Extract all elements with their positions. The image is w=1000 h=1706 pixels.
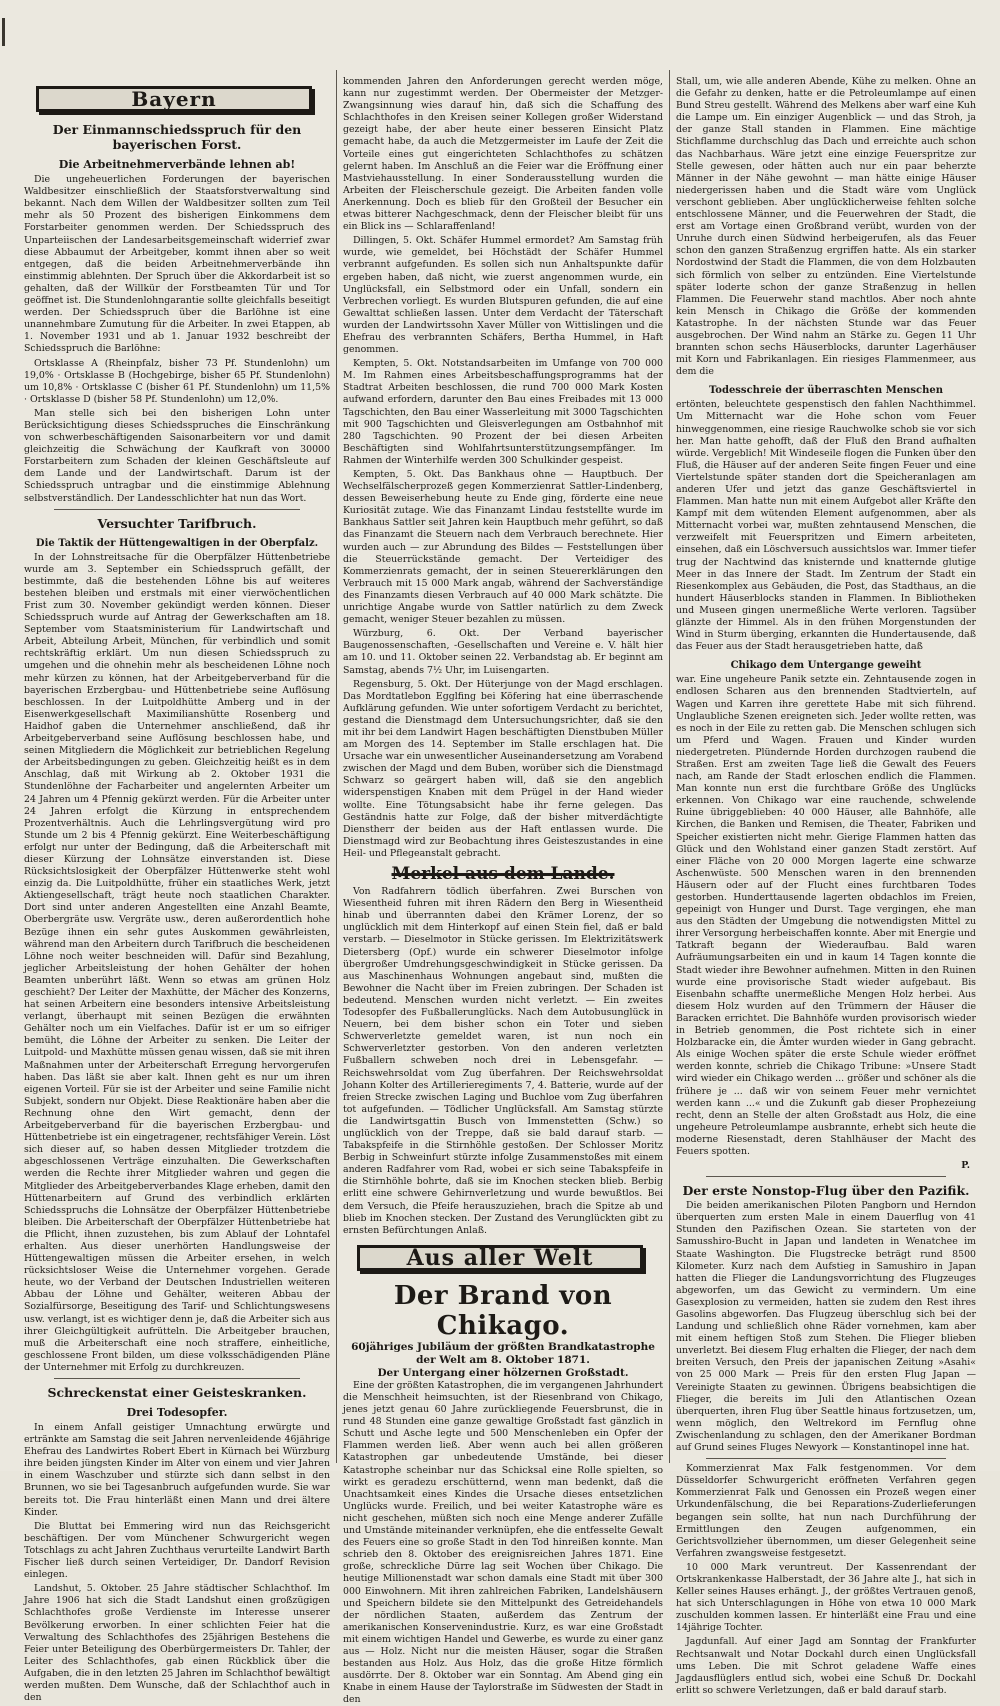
article-text: ertönten, beleuchtete gespenstisch den fahlen Nachthimmel. Um Mitternacht war die Hohe schon vom Feuer hinweggenommen, eine riesige Rauchwolke schob sie vor sich her. Man hatte gehofft, daß der Fluß den Brand aufhalten würde. Vergeblich! Mit Windeseile flogen die Funken über den Fluß, die Häuser auf der anderen Seite fingen Feuer und eine Viertelstunde später standen dort die Speicheranlagen am anderen Ufer und jetzt das ganze Geschäftsviertel in Flammen. Man hatte nun mit einem Aufgebot aller Kräfte den Kampf mit dem wütenden Element aufgenommen, aber als Mitternacht vorbei war, mußten zehntausend Menschen, die verzweifelt mit Feuerspritzen und Eimern arbeiteten, einsehen, daß ein Löschversuch aussichtslos war. Immer tiefer trug der Nachtwind das knisternde und knatternde glutige Meer in das Innere der Stadt. Im Zentrum der Stadt ein Riesenkomplex aus Gebäuden, die Post, das Stadthaus, an die hundert Häuserblocks standen in Flammen. In Bibliotheken und Museen gingen unermeßliche Werte verloren. Tagsüber glänzte der Himmel. Als in den frühen Morgenstunden der Wind in Sturm überging, erkannten die Hundertausende, daß das Feuer aus der Stadt herausgetrieben hatte, daß [676, 399, 976, 653]
article-text: Eine der größten Katastrophen, die im vergangenen Jahrhundert die Menschheit heimsuchten, ist der Riesenbrand von Chikago, jenes jetzt genau 60 Jahre zurückliegende Feuersbrunst, die in rund 48 Stunden eine ganze gewaltige Großstadt fast gänzlich in Schutt und Asche legte und 500 Menschenleben ein Opfer der Flammen werden ließ. Aber wenn auch bei allen größeren Katastrophen gar unbedeutende Umstände, bei dieser Katastrophe scheinbar nur das Schicksal eine Rolle spielten, so wirkt es geradezu erschütternd, wenn man bedenkt, daß die Unachtsamkeit eines Kindes die Ursache dieses entsetzlichen Unglücks wurde. Freilich, und bei weiter Katastrophe wäre es nicht geschehen, müßten sich noch eine Menge anderer Zufälle und Umstände miteinander verknüpfen, ehe die entfesselte Gewalt des Feuers eine so große Stadt in den Tod hinreißen konnte. Man schrieb den 8. Oktober des ereignisreichen Jahres 1871. Eine große, schreckliche Dürre lag seit Wochen über Chikago. Die heutige Millionenstadt war schon damals eine Stadt mit über 300 000 Einwohnern. Mit ihren zahlreichen Fabriken, Landelshäusern und Speichern bildete sie den Mittelpunkt des Getreidehandels der nördlichen Staaten, außerdem das Zentrum der amerikanischen Konservenindustrie. Kurz, es war eine Großstadt mit einem wichtigen Handel und Gewerbe, es wurde zu einer ganz aus — Holz. Nicht nur die meisten Häuser, sogar die Straßen bestanden aus Holz. Aus Holz, das die große Hitze förmlich ausdörrte. Der 8. Oktober war ein Sonntag. Am Abend ging ein Knabe in einem Hause der Taylorstraße im Südwesten der Stadt in den [343, 1379, 663, 1706]
divider [706, 1458, 946, 1459]
article-text: Die Bluttat bei Emmering wird nun das Reichsgericht beschäftigen. Der vom Münchener Schwurgericht wegen Totschlags zu acht Jahren Zuchthaus verurteilte Landwirt Barth Fischer ließ durch seinen Verteidiger, Dr. Dandorf Revision einlegen. [24, 1520, 330, 1581]
article-title: Der Brand von Chikago. [393, 1280, 613, 1341]
article-text: Kommerzienrat Max Falk festgenommen. Vor dem Düsseldorfer Schwurgericht eröffneten Verfahren gegen Kommerzienrat Falk und Genossen ein Prozeß wegen einer Urkundenfälschung, die bei Reparations-Zuderlieferungen begangen sein sollte, hat nun nach Durchführung der Ermittlungen den Zeugen aufgenommen, ein Gerichtsvollzieher übernommen, um dieser Gelegenheit seine Verfahren zwangsweise festgesetzt. [676, 1463, 976, 1559]
divider [54, 509, 300, 510]
article-subtitle: Die Arbeitnehmerverbände lehnen ab! [58, 158, 296, 172]
article-text: In der Lohnstreitsache für die Oberpfälzer Hüttenbetriebe wurde am 3. September ein Schiedsspruch gefällt, der bestimmte, daß die bestehenden Löhne bis auf weiteres bestehen bleiben und erstmals mit einer vierwöchentlichen Frist zum 30. November gekündigt werden können. Dieser Schiedsspruch wurde auf Antrag der Gewerkschaften am 18. September vom Staatsministerium für Landwirtschaft und Arbeit, Abteilung Arbeit, München, für verbindlich und somit rechtskräftig erklärt. Um nun diesen Schiedsspruch zu umgehen und die ohnehin mehr als bescheidenen Löhne noch mehr kürzen zu können, hat der Arbeitgeberverband für die bayerischen Erzbergbau- und Hüttenbetriebe seine Auflösung beschlossen. In der Luitpoldhütte Amberg und in der Eisenwerkgesellschaft Maximilianshütte Rosenberg und Haidhof gaben die Unternehmer anschließend, daß ihr Arbeitgeberverband seine Auflösung beschlossen habe, und seinen Mitgliedern die Möglichkeit zur betrieblichen Regelung der Arbeitsbedingungen zu geben. Gleichzeitig heißt es in dem Anschlag, daß mit Wirkung ab 2. Oktober 1931 die Stundenlöhne der Facharbeiter und angelernten Arbeiter um 24 Jahren um 4 Pfennig gekürzt werden. Für die Arbeiter unter 24 Jahren erfolgt die Kürzung in entsprechendem Prozentverhältnis. Auch die Lehrlingsvergütung wird pro Stunde um 2 bis 4 Pfennig gekürzt. Eine Weiterbeschäftigung erfolgt nur unter der Bedingung, daß die Arbeiterschaft mit dieser Kürzung der Lohnsätze einverstanden ist. Diese Rücksichtslosigkeit der Oberpfälzer Hüttenwerke steht wohl einzig da. Die Luitpoldhütte, früher ein staatliches Werk, jetzt Aktiengesellschaft, trägt heute noch staatlichen Charakter. Dort sind unter anderen Angestellten eine Anzahl Beamte, Oberbergräte usw. Vergräte usw., deren außerordentlich hohe Bezüge ihnen ein sehr gutes Auskommen gewährleisten, während man den Arbeitern durch Tarifbruch die bescheidenen Löhne noch weiter beschneiden will. Dafür sind Bezahlung, jeglicher Arbeitsleistung der hohen Gehälter der hohen Beamten unberührt läßt. Wenn so etwas am grünen Holz geschieht? Der Leiter der Maxhütte, der Mächer des Konzerns, hat seinen Arbeitern eine besonders intensive Arbeitsleistung verlangt, überhaupt mit seinen Bezügen die erwähnten Gehälter noch um ein Vielfaches. Dafür ist er um so eifriger bemüht, die Löhne der Arbeiter zu senken. Die Leiter der Luitpold- und Maxhütte müssen genau wissen, daß sie mit ihren Maßnahmen unter der Arbeiterschaft Erregung hervorgerufen haben. Das läßt sie aber kalt. Ihnen geht es nur um ihren eigenen Vorteil. Für sie ist der Arbeiter und seine Familie nicht Subjekt, sondern nur Objekt. Diese Reaktionäre haben aber die Rechnung ohne den Wirt gemacht, denn der Arbeitgeberverband für die bayerischen Erzbergbau- und Hüttenbetriebe ist ein eingetragener, rechtsfähiger Verein. Löst sich dieser auf, so haben dessen Mitglieder trotzdem die abgeschlossenen Verträge einzuhalten. Die Gewerkschaften werden die Rechte ihrer Mitglieder wahren und gegen die Mitglieder des Arbeitgeberverbandes Klage erheben, damit den Hüttenarbeitern auf Grund des verbindlich erklärten Schiedsspruchs die Lohnsätze der Oberpfälzer Hüttenbetriebe bleiben. Die Arbeiterschaft der Oberpfälzer Hüttenbetriebe hat die Pflicht, ihnen zuzustehen, bis zum Ablauf der Lohntafel erhalten. Aus dieser unerhörten Handlungsweise der Hüttengewaltigen müssen die Arbeiter ersehen, in welch rücksichtsloser Weise die Unternehmer vorgehen. Gerade heute, wo der Verband der Deutschen Industriellen weiteren Abbau der Löhne und Gehälter, weiteren Abbau der Sozialfürsorge, Beseitigung des Tarif- und Schlichtungswesens usw. verlangt, ist es wichtiger denn je, daß die Arbeiter sich aus ihrer Gleichgültigkeit aufrütteln. Die Arbeitgeber brauchen, muß die Arbeiterschaft eine noch straffere, einheitliche, geschlossene Front bilden, um diese volksschädigenden Pläne der Unternehmer mit Erfolg zu durchkreuzen. [24, 551, 330, 1373]
article-text: 10 000 Mark veruntreut. Der Kassenrendant der Ortskrankenkasse Halberstadt, der 36 Jahre alte J., hat sich in Keller seines Hauses erhängt. J., der größtes Vertrauen genoß, hat sich Unterschlagungen in Höhe von etwa 10 000 Mark zuschulden kommen lassen. Er hinterläßt eine Frau und eine 14jährige Tochter. [676, 1561, 976, 1634]
article-text: Regensburg, 5. Okt. Der Hüterjunge von der Magd erschlagen. Das Mordtatlebon Egglfing bei Köfering hat eine überraschende Aufklärung gefunden. Wie unter sofortigem Verdacht zu berichtet, gestand die Dienstmagd dem Untersuchungsrichter, daß sie den mit ihr bei dem Landwirt Hagen beschäftigten Dienstbuben Müller am Morgen des 14. September im Stalle erschlagen hat. Die Ursache war ein unwesentlicher Auseinandersetzung am Vorabend zwischen der Magd und dem Buben, worüber sich die Dienstmagd Schwarz so geärgert haben will, daß sie den angeblich widerspenstigen Knaben mit dem Prügel in der Hand wieder wollte. Eine Tötungsabsicht habe ihr ferne gelegen. Das Geständnis hatte zur Folge, daß der bisher mitverdächtigte Dienstherr der beiden aus der Haft entlassen wurde. Die Dienstmagd wird zur Beobachtung ihres Geisteszustandes in eine Heil- und Pflegeanstalt gebracht. [343, 678, 664, 859]
article-text: war. Eine ungeheure Panik setzte ein. Zehntausende zogen in endlosen Scharen aus den brennenden Stadtvierteln, auf Wagen und Karren ihre gerettete Habe mit sich führend. Unglaubliche Szenen ereigneten sich. Jeder wollte retten, was es noch in der Eile zu retten gab. Die Menschen schlugen sich um Pferd und Wagen. Frauen und Kinder wurden niedergetreten. Plündernde Horden durchzogen raubend die Straßen. Erst am zweiten Tage ließ die Gewalt des Feuers nach, am Rande der Stadt erloschen endlich die Flammen. Man konnte nun erst die furchtbare Größe des Unglücks erkennen. Von Chikago war eine rauchende, schwelende Ruine übriggeblieben: 40 000 Häuser, alle Bahnhöfe, alle Kirchen, die Banken und Remisen, die Theater, Fabriken und Speicher existierten nicht mehr. Gierige Flammen hatten das Glück und den Wohlstand einer ganzen Stadt zerstört. Auf einer Fläche von 20 000 Morgen lagerte eine schwarze Aschenwüste. 500 Menschen waren in den brennenden Häusern oder auf der Flucht eines furchtbaren Todes gestorben. Hunderttausende lagerten obdachlos im Freien, gepeinigt von Hunger und Durst. Tage vergingen, ehe man aus den Städten der Umgebung die notwendigsten Mittel zu ihrer Versorgung herbeischaffen konnte. Aber mit Energie und Tatkraft begann der Wiederaufbau. Bald waren Aufräumungsarbeiten ein und in kaum 14 Tagen konnte die Stadt wieder ihre Bewohner aufnehmen. Mitten in den Ruinen wurde eine provisorische Stadt wieder aufgebaut. Bis Eisenbahn schaffte unermeßliche Mengen Holz herbei. Aus diesem Holz wurden auf den Trümmern der Häuser die Baracken errichtet. Die Bahnhöfe wurden provisorisch wieder in Betrieb genommen, die Post richtete sich in einer Holzbaracke ein, die Ämter wurden wieder in Gang gebracht. Als einige Wochen später die erste Schule wieder eröffnet werden konnte, schrieb die Chikago Tribune: »Unsere Stadt wird wieder ein Chikago werden ... größer und schöner als die frühere je ... daß wir von seinem Feuer mehr vernichtet werden kann ...« und die Zukunft gab dieser Prophezeiung recht, denn an Stelle der alten Großstadt aus Holz, die eine ungeheure Petroleumlampe ausbrannte, erhebt sich heute die moderne Riesenstadt, deren Stahlhäuser der Macht des Feuers spotten. [676, 674, 976, 1157]
article-subtitle: Drei Todesopfer. [126, 1406, 228, 1419]
article-text: Kempten, 5. Okt. Notstandsarbeiten im Umfange von 700 000 M. Im Rahmen eines Arbeitsbeschaffungsprogramms hat der Stadtrat Arbeiten beschlossen, die rund 700 000 Mark Kosten aufwand erfordern, darunter den Bau eines Freibades mit 13 000 Tagschichten, den Bau einer Wasserleitung mit 3000 Tagschichten mit 900 Tagschichten und Gleisverlegungen am Ostbahnhof mit 280 Tagschichten. 90 Prozent der bei diesen Arbeiten Beschäftigten sind Wohlfahrtsunterstützungsempfänger. Im Rahmen der Winterhilfe werden 300 Schulkinder gespeist. [343, 358, 663, 466]
column-rule-1 [336, 70, 337, 1463]
article-subhead: Todesschreie der überraschten Menschen [708, 385, 943, 397]
article-subtitle: Der Untergang einer hölzernen Großstadt. [377, 1366, 629, 1379]
article-text: Landshut, 5. Oktober. 25 Jahre städtischer Schlachthof. Im Jahre 1906 hat sich die Stadt Landshut einen großzügigen Schlachthofes große Verdienste im Interesse unserer Bevölkerung erworben. In einer schlichten Feier hat die Verwaltung des Schlachthofes des 25jährigen Bestehens die Feier unter Beteiligung des Oberbürgermeisters Dr. Tahler, der Leiter des Schlachthofes, gab einen Rückblick über die Aufgaben, die in den letzten 25 Jahren im Schlachthof bewältigt werden mußten. Dem Wunsche, daß der Schlachthof auch in den [24, 1583, 330, 1704]
article-text: In einem Anfall geistiger Umnachtung erwürgte und ertränkte am Samstag die seit Jahren nervenleidende 46jährige Ehefrau des Landwirtes Robert Ebert in Kürnach bei Würzburg ihre beiden jüngsten Kinder im Alter von einem und vier Jahren in einem Waschzuber und stürzte sich dann selbst in den Brunnen, wo sie bei Tagesanbruch aufgefunden wurde. Sie war bereits tot. Die Frau hinterläßt einen Mann und drei ältere Kinder. [24, 1422, 330, 1518]
article-text: Man stelle sich bei den bisherigen Lohn unter Berücksichtigung dieses Schiedsspruches die Einschränkung von schwerbeschäftigenden Saisonarbeitern vor und damit gleichzeitig die Schwächung der Kaufkraft von 30000 Forstarbeitern zum Schaden der kleinen Geschäftsleute auf dem Lande und der Landwirtschaft. Darum ist der Schiedsspruch untragbar und die einstimmige Ablehnung selbstverständlich. Der Landesschlichter hat nun das Wort. [24, 407, 330, 504]
article-text: Jagdunfall. Auf einer Jagd am Sonntag der Frankfurter Rechtsanwalt und Notar Dockahl durch einen Unglücksfall ums Leben. Die mit Schrot geladene Waffe eines Jagdausflüglers entlud sich, wobei eine Schuß Dr. Dockahl erlitt so schwere Verletzungen, daß er bald darauf starb. [676, 1636, 976, 1696]
wage-list: Ortsklasse A (Rheinpfalz, bisher 73 Pf. Stundenlohn) um 19,0% · Ortsklasse B (Hochgebirge, bisher 65 Pf. Stundenlohn) um 10,8% · Ortsklasse C (bisher 61 Pf. Stundenlohn) um 11,5% · Ortsklasse D (bisher 58 Pf. Stundenlohn) um 12,0%. [24, 357, 330, 405]
article-subhead: Chikago dem Untergange geweiht [730, 660, 922, 672]
divider [54, 1378, 300, 1379]
article-title: Schreckenstat einer Geisteskranken. [47, 1385, 307, 1400]
divider [706, 1176, 946, 1177]
article-text: Kempten, 5. Okt. Das Bankhaus ohne — Hauptbuch. Der Wechselfälscherprozeß gegen Kommerzienrat Sattler-Lindenberg, dessen Beweiserhebung heute zu Ende ging, förderte eine neue Kuriosität zutage. Wie das Finanzamt Lindau feststellte wurde im Bankhaus Sattler seit Jahren kein Hauptbuch mehr geführt, so daß das Finanzamt die Steuern nach dem Verbrauch berechnete. Hier wurden auch — zur Abrundung des Bildes — Feststellungen über die Steuerrückstände gemacht. Der Verteidiger des Kommerzienrats gemacht, der in seinen Steuererklärungen den Verbrauch mit 15 000 Mark angab, während der Sachverständige des Finanzamts diesen Verbrauch auf 40 000 Mark schätzte. Die unrichtige Angabe wurde von Sattler natürlich zu dem Zweck gemacht, weniger Steuer bezahlen zu müssen. [343, 469, 663, 626]
author-signature: P. [961, 1160, 970, 1172]
article-title: Der Einmannschiedsspruch für den bayerischen Forst. [52, 122, 302, 153]
column-1 [24, 72, 330, 1704]
section-header-lande: Merkel aus dem Lande. [391, 864, 615, 884]
article-text: Stall, um, wie alle anderen Abende, Kühe zu melken. Ohne an die Gefahr zu denken, hatte er die Petroleumlampe auf einen Bund Streu gestellt. Während des Melkens aber warf eine Kuh die Lampe um. Ein einziger Augenblick — und das Stroh, ja der ganze Stall standen in Flammen. Eine mächtige Stichflamme durchschlug das Dach und erreichte auch schon das Nachbarhaus. Wäre jetzt eine einzige Feuerspritze zur Stelle gewesen, oder hätten auch nur ein paar beherzte Männer in der Nähe gewohnt — man hätte einige Häuser niedergerissen haben und die Stadt wäre vom Unglück verschont geblieben. Aber unglücklicherweise fehlten solche entschlossene Männer, und die Feuerwehren der Stadt, die erst am Vortage einen Großbrand verübt, wurden von der Unruhe durch einen Südwind herbeigerufen, als das Feuer schon den ganzen Straßenzug ergriffen hatte. Als ein starker Nordostwind der Stadt die Flammen, die von dem Holzbauten sich förmlich von selber zu entzünden. Eine Viertelstunde später loderte schon der ganze Straßenzug in hellen Flammen. Die Feuerwehr stand machtlos. Aber noch ahnte kein Mensch in Chikago die Größe der kommenden Katastrophe. In der nächsten Stunde war das Feuer ausgebrochen. Der Wind nahm an Stärke zu. Gegen 11 Uhr brannten schon sechs Häuserblocks, darunter Lagerhäuser mit Korn und Fabrikanlagen. Ein riesiges Flammenmeer, aus dem die [676, 76, 976, 378]
column-3 [676, 76, 976, 1696]
article-text: Die beiden amerikanischen Piloten Pangborn und Herndon überquerten zum ersten Male in einem Dauerflug von 41 Stunden den Pazifischen Ozean. Sie starteten von der Samusshiro-Bucht in Japan und landeten in Wenatchee im Staate Washington. Die Flugstrecke beträgt rund 8500 Kilometer. Kurz nach dem Aufstieg in Samushiro in Japan hatten die Flieger die Landungsvorrichtung des Flugzeuges abgeworfen, um das Gewicht zu vermindern. Um eine Gasexplosion zu vermeiden, hatten sie zudem den Rest ihres Gasolins abgeworfen. Das Flugzeug überschlug sich bei der Landung und schließlich ohne Räder vornehmen, kam aber mit einem heftigen Stoß zum Stehen. Die Flieger blieben unverletzt. Bei diesem Flug erhalten die Flieger, der nach dem breiten Versuch, den Preis der japanischen Zeitung »Asahi« von 25 000 Mark — Preis für den ersten Flug Japan — Vereinigte Staaten zu gewinnen. Übrigens beabsichtigen die Flieger, die bereits im Juli den Atlantischen Ozean überquerten, ihren Flug über Seattle hinaus fortzusetzen, um, wenn möglich, den Weltrekord im Fernflug ohne Zwischenlandung zu schlagen, den der Amerikaner Bordman auf Grund seines Fluges Newyork — Konstantinopel inne hat. [676, 1200, 976, 1454]
article-text: Die ungeheuerlichen Forderungen der bayerischen Waldbesitzer einschließlich der Staatsforstverwaltung sind bekannt. Nach dem Willen der Waldbesitzer sollten zum Teil mehr als 50 Prozent des bisherigen Einkommens dem Forstarbeiter genommen werden. Der Schiedsspruch des Unparteiischen der Landesarbeitsgemeinschaft widerrief zwar diese Abbaumut der Arbeitgeber, kommt ihnen aber so weit entgegen, daß die beiden Arbeitnehmerverbände ihn einstimmig ablehnten. Der Spruch über die Akkordarbeit ist so gehalten, daß der Willkür der Forstbeamten Tür und Tor geöffnet ist. Die Stundenlohngarantie sollte gleichfalls beseitigt werden. Der Schiedsspruch über die Barlöhne ist eine unannehmbare Zumutung für die Arbeiter. In zwei Etappen, ab 1. November 1931 und ab 1. Januar 1932 beschreibt der Schiedsspruch die Barlöhne: [24, 174, 330, 355]
article-subtitle: Die Taktik der Hüttengewaltigen in der Oberpfalz. [35, 537, 319, 549]
article-text: kommenden Jahren den Anforderungen gerecht werden möge, kann nur zugestimmt werden. Der Obermeister der Metzger-Zwangsinnung wies darauf hin, daß sich die Schaffung des Schlachthofes in den Kreisen seiner Kollegen großer Widerstand gezeigt habe, der aber heute einer besseren Einsicht Platz gemacht habe, da auch die Metzgermeister im Laufe der Zeit die Vorteile eines gut eingerichteten Schlachthofes zu schätzen gelernt haben. Im Anschluß an die Feier war die Eröffnung einer Mastviehausstellung. In einer Sonderausstellung wurden die Arbeiten der Fleischerschule gezeigt. Die Arbeiten fanden volle Anerkennung. Doch es blieb für den Großteil der Besucher ein etwas bitterer Nachgeschmack, denn der Fleischer bleibt für uns ein Blick ins — Schlaraffenland! [343, 76, 663, 233]
article-subtitle: 60jähriges Jubiläum der größten Brandkatastrophe der Welt am 8. Oktober 1871. [351, 1340, 655, 1366]
article-title: Versuchter Tarifbruch. [97, 515, 257, 531]
margin-mark [2, 18, 5, 46]
article-text: Von Radfahrern tödlich überfahren. Zwei Burschen von Wiesentheid fuhren mit ihren Rädern den Berg in Wiesentheid hinab und überrannten dabei den Krämer Lorenz, der so unglücklich mit dem Hinterkopf auf einen Stein fiel, daß er bald verstarb. — Dieselmotor in Stücke gerissen. Im Elektrizitätswerk Dietersberg (Opf.) wurde ein schwerer Dieselmotor infolge übergroßer Umdrehungsgeschwindigkeit in Stücke gerissen. Da aus Maschinenhaus Wohnungen angebaut sind, mußten die Bewohner die Nacht über im Freien zubringen. Der Schaden ist bedeutend. Menschen wurden nicht verletzt. — Ein zweites Todesopfer des Fußballerunglücks. Nach dem Autobusunglück in Neuern, bei dem bisher schon ein Toter und sieben Schwerverletzte gemeldet waren, ist nun noch ein Schwerverletzter gestorben. Von den anderen verletzten Fußballern schweben noch drei in Lebensgefahr. — Reichswehrsoldat vom Zug überfahren. Der Reichswehrsoldat Johann Kolter des Artillerieregiments 7, 4. Batterie, wurde auf der freien Strecke zwischen Laging und Buchloe vom Zug überfahren tot aufgefunden. — Tödlicher Unglücksfall. Am Samstag stürzte die Landwirtsgattin Busch von Immenstetten (Schw.) so unglücklich von der Treppe, daß sie bald darauf starb. — Tabakspfeife in die Stirnhöhle gestoßen. Der Schlosser Moritz Berbig in Schweinfurt stürzte infolge Zusammenstoßes mit einem anderen Radfahrer vom Rad, wobei er sich seine Tabakspfeife in die Stirnhöhle bohrte, daß sie im Knochen stecken blieb. Berbig erlitt eine schwere Gehirnverletzung und wurde bewußtlos. Bei dem Versuch, die Pfeife herauszuziehen, brach die Spitze ab und blieb im Knochen stecken. Der Zustand des Verunglückten gibt zu ernsten Befürchtungen Anlaß. [343, 886, 663, 1236]
section-header-aus-aller-welt: Aus aller Welt [357, 1245, 643, 1271]
column-2 [343, 76, 664, 1706]
column-rule-2 [669, 70, 670, 1463]
article-title: Der erste Nonstop-Flug über den Pazifik. [682, 1183, 970, 1199]
article-text: Würzburg, 6. Okt. Der Verband bayerischer Baugenossenschaften, -Gesellschaften und Vereine e. V. hält hier am 10. und 11. Oktober seinen 22. Verbandstag ab. Er beginnt am Samstag, abends 7½ Uhr, im Luisengarten. [343, 628, 663, 676]
section-header-bayern: Bayern [36, 86, 312, 112]
article-text: Dillingen, 5. Okt. Schäfer Hummel ermordet? Am Samstag früh wurde, wie gemeldet, bei Höchstädt der Schäfer Hummel verbrannt aufgefunden. Es sollen sich nun Anhaltspunkte dafür ergeben haben, daß nicht, wie zuerst angenommen wurde, ein Unglücksfall, ein Selbstmord oder ein Unfall, sondern ein Verbrechen vorliegt. Es wurden Blutspuren gefunden, die auf eine Gewalttat schließen lassen. Unter dem Verdacht der Täterschaft wurden der Landwirtssohn Xaver Müller von Wittislingen und die Ehefrau des verbrannten Schäfers, Bertha Hummel, in Haft genommen. [343, 235, 663, 356]
